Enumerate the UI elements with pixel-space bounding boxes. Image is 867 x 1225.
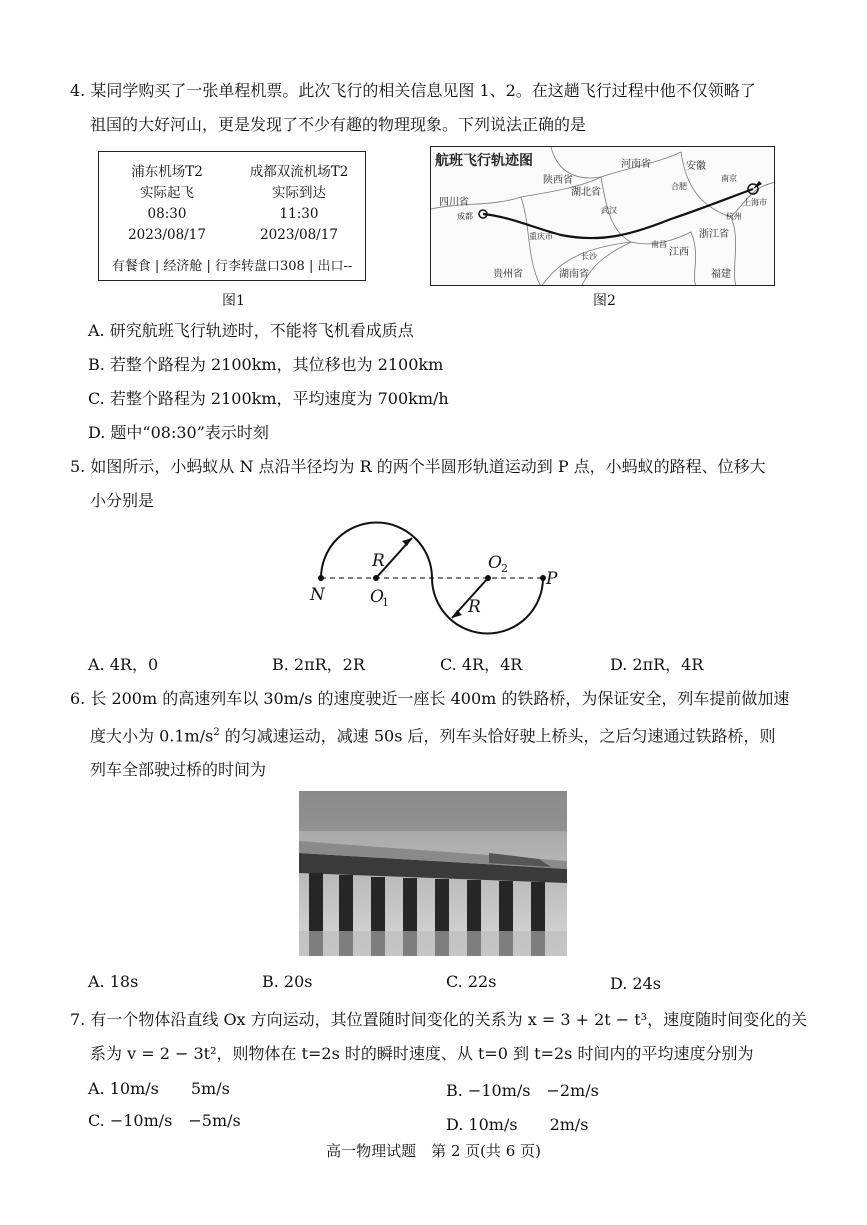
- arrowhead-icon: [402, 538, 412, 546]
- map-label: 重庆市: [529, 232, 553, 241]
- departure-airport: 浦东机场T2: [131, 164, 203, 180]
- map-label: 河南省: [621, 159, 651, 170]
- q4-stem-line1: 4. 某同学购买了一张单程机票。此次飞行的相关信息见图 1、2。在这趟飞行过程中他不仅领略了: [70, 81, 756, 100]
- question-6: [70, 682, 810, 787]
- point-n: [318, 575, 324, 581]
- semicircle-track-diagram: [300, 520, 570, 640]
- q4-stem-line2: 祖国的大好河山，更是发现了不少有趣的物理现象。下列说法正确的是: [90, 115, 587, 134]
- question-4: [70, 74, 810, 142]
- q7-option-a[interactable]: A. 10m/s 5m/s: [88, 1079, 230, 1098]
- map-label: 湖北省: [571, 187, 601, 198]
- q6-stem-line2-a: 度大小为 0.1m/s: [90, 726, 214, 746]
- q5-stem-line1: 5. 如图所示，小蚂蚁从 N 点沿半径均为 R 的两个半圆形轨道运动到 P 点，小蚂蚁的路程、位移大: [70, 457, 766, 476]
- label-o1-sub: 1: [382, 596, 389, 609]
- q4-option-c[interactable]: C. 若整个路程为 2100km，平均速度为 700km/h: [88, 389, 449, 408]
- map-label: 四川省: [439, 197, 469, 208]
- q6-option-d[interactable]: D. 24s: [610, 974, 661, 993]
- page-footer: 高一物理试题 第 2 页(共 6 页): [326, 1142, 541, 1160]
- q6-stem-line2-b: 的匀减速运动，减速 50s 后，列车头恰好驶上桥头，之后匀速通过铁路桥，则: [219, 726, 776, 746]
- map-label: 合肥: [671, 182, 687, 191]
- q7-option-b[interactable]: B. −10m/s −2m/s: [446, 1081, 599, 1100]
- fig2-caption: 图2: [593, 293, 616, 309]
- arrival-status: 实际到达: [272, 185, 326, 201]
- q6-option-a[interactable]: A. 18s: [88, 972, 139, 991]
- map-label: 长沙: [581, 252, 597, 261]
- q5-stem-line2: 小分别是: [90, 491, 155, 510]
- lower-semicircle: [432, 578, 543, 634]
- q7-option-c[interactable]: C. −10m/s −5m/s: [88, 1111, 241, 1130]
- map-title: 航班飞行轨迹图: [435, 153, 533, 169]
- map-label: 安徽: [686, 161, 706, 172]
- map-label: 浙江省: [699, 229, 729, 240]
- map-label: 上海市: [743, 198, 767, 207]
- map-label: 陕西省: [543, 175, 573, 186]
- label-p: P: [546, 569, 558, 589]
- q4-option-a[interactable]: A. 研究航班飞行轨迹时，不能将飞机看成质点: [88, 321, 414, 340]
- flight-ticket-figure: [98, 151, 366, 281]
- fig1-caption: 图1: [222, 293, 245, 309]
- flight-map-figure: [430, 146, 775, 286]
- q5-option-a[interactable]: A. 4R，0: [88, 655, 159, 674]
- q6-option-b[interactable]: B. 20s: [262, 972, 313, 991]
- label-o2-sub: 2: [501, 562, 508, 575]
- question-5: [70, 450, 810, 518]
- q7-stem-line1: 7. 有一个物体沿直线 Ox 方向运动，其位置随时间变化的关系为 x = 3 + 2t − t³，速度随时间变化的关: [70, 1010, 808, 1029]
- arrival-time: 11:30: [279, 206, 319, 222]
- label-r1: R: [372, 551, 385, 571]
- q6-option-c[interactable]: C. 22s: [446, 972, 497, 991]
- label-o1: O: [370, 587, 384, 607]
- q7-stem-line2: 系为 v = 2 − 3t²，则物体在 t=2s 时的瞬时速度、从 t=0 到 t=2s 时间内的平均速度分别为: [90, 1044, 754, 1063]
- q5-option-d[interactable]: D. 2πR，4R: [610, 655, 704, 674]
- map-label: 贵州省: [493, 269, 523, 280]
- ticket-footer: 有餐食 | 经济舱 | 行李转盘口308 | 出口--: [111, 259, 353, 274]
- map-label: 南昌: [651, 240, 667, 249]
- departure-date: 2023/08/17: [128, 227, 206, 243]
- q4-option-b[interactable]: B. 若整个路程为 2100km，其位移也为 2100km: [88, 355, 444, 374]
- map-svg: [431, 147, 775, 286]
- ticket-arrival: [239, 162, 359, 246]
- map-label: 武汉: [601, 206, 617, 215]
- q4-option-d[interactable]: D. 题中“08:30”表示时刻: [88, 423, 269, 442]
- map-label: 福建: [711, 269, 731, 280]
- q5-option-c[interactable]: C. 4R，4R: [440, 655, 523, 674]
- arrival-airport: 成都双流机场T2: [249, 164, 349, 180]
- arrival-date: 2023/08/17: [260, 227, 338, 243]
- map-label: 湖南省: [559, 269, 589, 280]
- q6-stem-line2: [70, 716, 810, 753]
- label-n: N: [310, 585, 325, 605]
- question-7: [70, 1003, 810, 1071]
- departure-status: 实际起飞: [140, 185, 194, 201]
- map-label: 成都: [457, 212, 473, 221]
- map-label: 南京: [721, 174, 737, 183]
- q6-stem-line2-sup: 2: [213, 727, 220, 738]
- departure-time: 08:30: [147, 206, 187, 222]
- ticket-departure: [107, 162, 227, 246]
- q7-option-d[interactable]: D. 10m/s 2m/s: [446, 1115, 589, 1134]
- q4-options: [88, 314, 828, 450]
- map-label: 江西: [669, 247, 689, 258]
- label-o2: O: [488, 553, 502, 573]
- label-r2: R: [468, 597, 481, 617]
- map-label: 杭州: [726, 212, 742, 221]
- q5-option-b[interactable]: B. 2πR，2R: [272, 655, 365, 674]
- q6-stem-line3: 列车全部驶过桥的时间为: [90, 760, 267, 780]
- arrowhead-icon: [452, 610, 462, 618]
- train-bridge-photo: [299, 791, 567, 956]
- q6-stem-line1: 6. 长 200m 的高速列车以 30m/s 的速度驶近一座长 400m 的铁路桥，为保证安全，列车提前做加速: [70, 689, 790, 708]
